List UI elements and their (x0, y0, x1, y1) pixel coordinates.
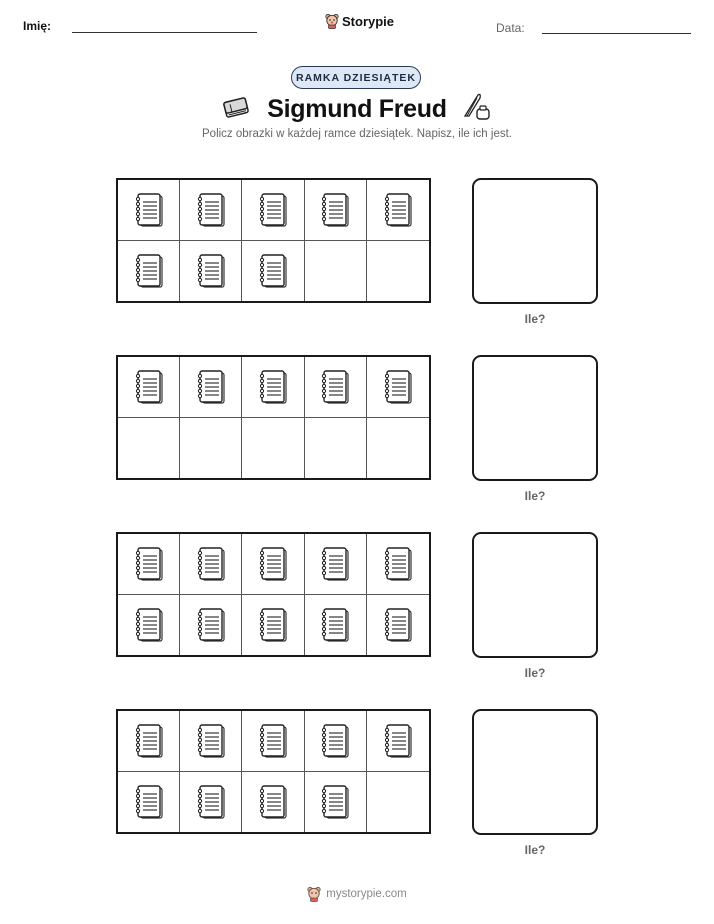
quill-inkwell-icon (461, 92, 491, 122)
notepad-icon (194, 721, 228, 761)
ten-frame-cell (305, 357, 367, 418)
ten-frame-cell (305, 241, 367, 302)
ten-frame-cell (305, 534, 367, 595)
notepad-icon (256, 251, 290, 291)
ten-frame-cell (305, 418, 367, 479)
notepad-icon (132, 367, 166, 407)
bear-mascot-icon (307, 886, 321, 902)
ten-frame (116, 178, 431, 303)
notepad-icon (194, 782, 228, 822)
ten-frame-cell (118, 595, 180, 656)
ten-frame-cell (118, 180, 180, 241)
ten-frame-cell (305, 772, 367, 833)
date-label: Data: (496, 21, 525, 35)
footer (0, 886, 714, 902)
notepad-icon (318, 544, 352, 584)
notepad-icon (194, 367, 228, 407)
notepad-icon (318, 367, 352, 407)
answer-label: Ile? (524, 666, 546, 680)
answer-box[interactable] (472, 709, 598, 835)
ten-frame-cell (180, 772, 242, 833)
ten-frame-cell (367, 534, 429, 595)
answer-label: Ile? (524, 312, 546, 326)
answer-label: Ile? (524, 843, 546, 857)
notepad-icon (194, 544, 228, 584)
notepad-icon (381, 721, 415, 761)
ten-frame-cell (118, 534, 180, 595)
ten-frame-cell (242, 241, 304, 302)
notepad-icon (132, 544, 166, 584)
answer-label: Ile? (524, 489, 546, 503)
storypie-logo (325, 13, 394, 29)
logo-text: Storypie (342, 13, 395, 29)
notepad-icon (381, 544, 415, 584)
ten-frame-cell (242, 711, 304, 772)
ten-frame-cell (367, 772, 429, 833)
notepad-icon (318, 782, 352, 822)
notepad-icon (256, 782, 290, 822)
notepad-icon (256, 721, 290, 761)
notepad-icon (318, 605, 352, 645)
footer-site: mystorypie.com (326, 888, 407, 900)
ten-frame (116, 355, 431, 480)
ten-frame-cell (180, 357, 242, 418)
ten-frame-cell (180, 534, 242, 595)
notepad-icon (256, 605, 290, 645)
notepad-icon (132, 721, 166, 761)
notepad-icon (132, 251, 166, 291)
notepad-icon (256, 367, 290, 407)
ten-frame-cell (118, 241, 180, 302)
date-line[interactable] (542, 33, 691, 34)
ten-frame-cell (367, 357, 429, 418)
ten-frame-cell (118, 357, 180, 418)
ten-frame-cell (180, 241, 242, 302)
ten-frame-cell (242, 418, 304, 479)
notepad-icon (194, 190, 228, 230)
bear-mascot-icon (325, 13, 339, 29)
name-label: Imię: (23, 19, 52, 33)
notepad-icon (194, 251, 228, 291)
ten-frame-cell (242, 534, 304, 595)
notepad-icon (381, 367, 415, 407)
ten-frame-cell (180, 180, 242, 241)
notepad-icon (132, 190, 166, 230)
page-title: Sigmund Freud (267, 94, 447, 123)
notepad-icon (256, 190, 290, 230)
notepad-icon (194, 605, 228, 645)
ten-frame-cell (367, 180, 429, 241)
ten-frame-cell (180, 418, 242, 479)
answer-box[interactable] (472, 532, 598, 658)
name-line[interactable] (72, 32, 257, 33)
ten-frame-cell (305, 711, 367, 772)
notepad-icon (256, 544, 290, 584)
ten-frame-cell (242, 180, 304, 241)
instruction-text: Policz obrazki w każdej ramce dziesiątek. Napisz, ile ich jest. (202, 128, 512, 140)
ten-frame-cell (242, 357, 304, 418)
worksheet-type-badge: RAMKA DZIESIĄTEK (291, 66, 421, 89)
notepad-icon (318, 190, 352, 230)
answer-box[interactable] (472, 178, 598, 304)
ten-frame-cell (118, 418, 180, 479)
ten-frame-cell (242, 772, 304, 833)
ten-frame-cell (305, 180, 367, 241)
notepad-icon (132, 605, 166, 645)
ten-frame-cell (242, 595, 304, 656)
ten-frame-cell (367, 711, 429, 772)
ten-frame-cell (118, 711, 180, 772)
ten-frame-cell (367, 595, 429, 656)
notepad-icon (381, 605, 415, 645)
ten-frame (116, 532, 431, 657)
ten-frame-cell (305, 595, 367, 656)
notepad-icon (318, 721, 352, 761)
notepad-icon (381, 190, 415, 230)
ten-frame (116, 709, 431, 834)
ten-frame-cell (367, 418, 429, 479)
ten-frame-cell (367, 241, 429, 302)
answer-box[interactable] (472, 355, 598, 481)
ten-frame-cell (180, 711, 242, 772)
ten-frame-cell (180, 595, 242, 656)
ten-frame-cell (118, 772, 180, 833)
notepad-icon (132, 782, 166, 822)
